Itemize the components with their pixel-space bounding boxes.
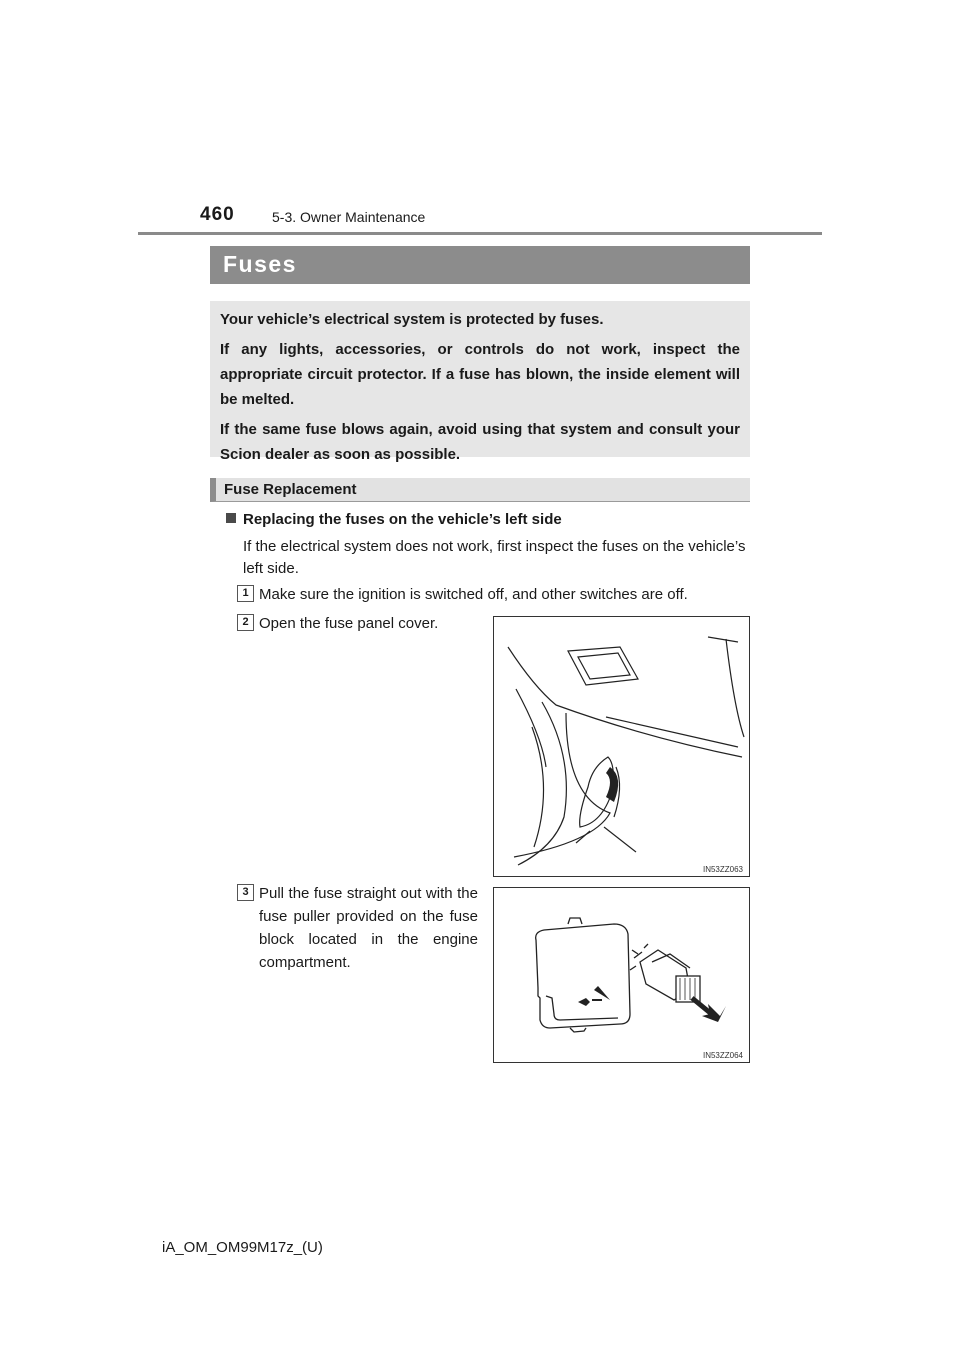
fuse-panel-cover-illustration (494, 617, 749, 876)
intro-paragraph: Your vehicle’s electrical system is protected by fuses. (220, 311, 604, 328)
fuse-puller-illustration (494, 888, 749, 1062)
subsection-title: Fuse Replacement (224, 481, 357, 498)
intro-paragraph: If any lights, accessories, or controls do not work, inspect the appropriate circuit protector. If a fuse has blown, the inside element will be melted. (220, 341, 740, 408)
fuse-panel-figure (493, 616, 750, 877)
subsection-header (210, 478, 750, 502)
step-text: Make sure the ignition is switched off, and other switches are off. (259, 586, 688, 603)
intro-box (210, 301, 750, 463)
step-number: 2 (237, 614, 254, 631)
figure-code: IN53ZZ064 (702, 1051, 743, 1060)
figure-code: IN53ZZ063 (702, 865, 743, 874)
page-number: 460 (200, 204, 235, 225)
bullet-heading (226, 511, 562, 528)
step-text: Pull the fuse straight out with the fuse puller provided on the fuse block located in the engine compartment. (259, 885, 478, 971)
square-bullet-icon (226, 513, 236, 523)
fuse-puller-figure (493, 887, 750, 1063)
step-number: 1 (237, 585, 254, 602)
step-number: 3 (237, 884, 254, 901)
page-title: Fuses (223, 251, 297, 277)
document-id: iA_OM_OM99M17z_(U) (162, 1239, 323, 1256)
bullet-body: If the electrical system does not work, first inspect the fuses on the vehicle’s left side. (243, 538, 746, 577)
section-reference: 5-3. Owner Maintenance (272, 209, 426, 225)
step-text: Open the fuse panel cover. (259, 615, 439, 632)
intro-paragraph: If the same fuse blows again, avoid using that system and consult your Scion dealer as soon as possible. (220, 421, 740, 463)
bullet-heading-text: Replacing the fuses on the vehicle’s left side (243, 511, 562, 528)
title-band (210, 246, 750, 284)
header-divider (138, 232, 822, 235)
